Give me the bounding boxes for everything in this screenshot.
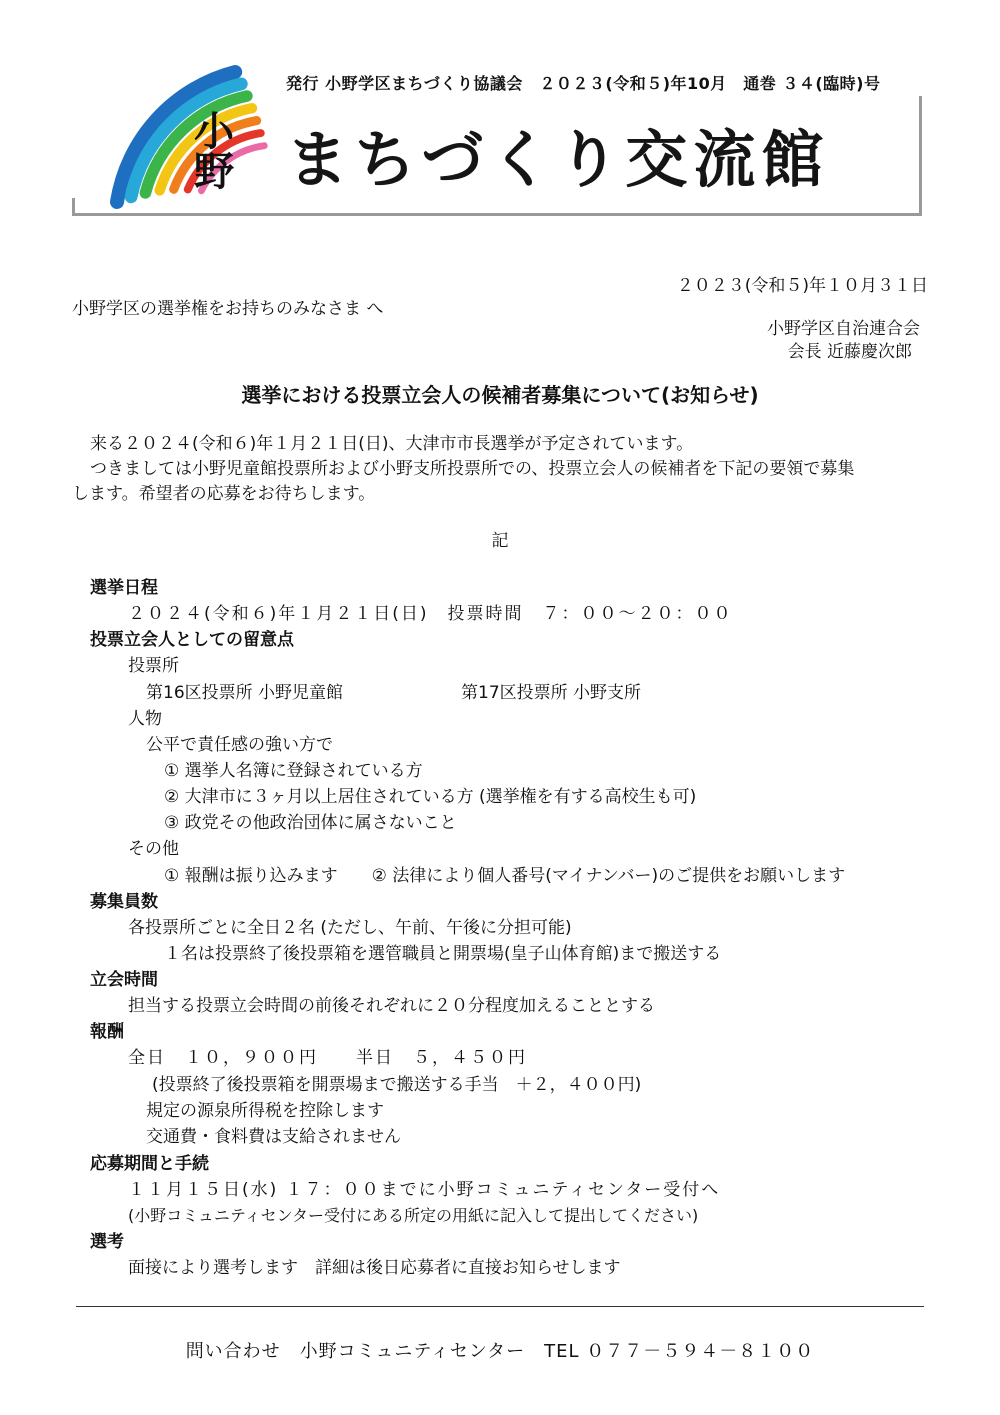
polling-station-17: 第17区投票所 小野支所 (461, 683, 642, 703)
select-text: 面接により選考します 詳細は後日応募者に直接お知らせします (128, 1258, 621, 1278)
time-text: 担当する投票立会時間の前後それぞれに２０分程度加えることとする (128, 996, 655, 1016)
points-heading: 投票立会人としての留意点 (90, 630, 294, 650)
intro-paragraph-line-3: します。希望者の応募をお待ちします。 (72, 484, 376, 504)
polling-label: 投票所 (128, 656, 179, 676)
person-label: 人物 (128, 709, 162, 729)
person-requirement-2: ② 大津市に３ヶ月以上居住されている方 (選挙権を有する高校生も可) (164, 787, 697, 807)
logo-text: 小野 (194, 109, 234, 195)
notice-title: 選挙における投票立会人の候補者募集について(お知らせ) (241, 383, 759, 407)
apply-note: (小野コミュニティセンター受付にある所定の用紙に記入して提出してください) (128, 1206, 699, 1225)
publication-info: 発行 小野学区まちづくり協議会 ２０２３(令和５)年10月 通巻 ３４(臨時)号 (286, 74, 881, 93)
schedule-heading: 選挙日程 (90, 578, 158, 598)
sender-organization: 小野学区自治連合会 (767, 319, 920, 339)
ki-mark: 記 (491, 531, 509, 551)
pay-heading: 報酬 (90, 1022, 124, 1042)
schedule-text: ２０２４(令和６)年１月２１日(日) 投票時間 ７：００～２０：００ (128, 604, 733, 624)
recruit-heading: 募集員数 (90, 892, 158, 912)
person-requirement-3: ③ 政党その他政治団体に属さないこと (164, 813, 457, 833)
apply-heading: 応募期間と手続 (90, 1154, 209, 1174)
select-heading: 選考 (90, 1232, 124, 1252)
other-label: その他 (128, 839, 179, 859)
apply-deadline: １１月１５日(水) １７：００までに小野コミュニティセンター受付へ (128, 1180, 721, 1200)
pay-amounts: 全日 １０，９００円 半日 ５，４５０円 (128, 1048, 527, 1068)
person-requirement-1: ① 選挙人名簿に登録されている方 (164, 761, 423, 781)
intro-paragraph-line-2: つきましては小野児童館投票所および小野支所投票所での、投票立会人の候補者を下記の要領で募集 (90, 459, 855, 479)
pay-transport-note: 交通費・食料費は支給されません (146, 1127, 401, 1147)
polling-station-16: 第16区投票所 小野児童館 (146, 683, 344, 703)
person-intro: 公平で責任感の強い方で (146, 735, 333, 755)
pay-allowance: (投票終了後投票箱を開票場まで搬送する手当 ＋２，４００円) (152, 1075, 642, 1095)
intro-paragraph-line-1: 来る２０２４(令和６)年１月２１日(日)、大津市市長選挙が予定されています。 (90, 434, 694, 454)
other-items: ① 報酬は振り込みます ② 法律により個人番号(マイナンバー)のご提供をお願いします (164, 866, 846, 886)
issue-date: ２０２３(令和５)年１０月３１日 (676, 276, 928, 296)
contact-info: 問い合わせ 小野コミュニティセンター TEL ０７７－５９４－８１００ (185, 1341, 815, 1362)
sender-name: 会長 近藤慶次郎 (787, 342, 912, 362)
newsletter-title: まちづくり交流館 (286, 123, 830, 196)
recruit-note: １名は投票終了後投票箱を選管職員と開票場(皇子山体育館)まで搬送する (164, 944, 722, 964)
pay-tax-note: 規定の源泉所得税を控除します (146, 1101, 384, 1121)
recruit-text: 各投票所ごとに全日２名 (ただし、午前、午後に分担可能) (128, 918, 572, 938)
time-heading: 立会時間 (90, 970, 158, 990)
addressee: 小野学区の選挙権をお持ちのみなさま へ (72, 299, 384, 319)
footer-divider (76, 1306, 924, 1307)
